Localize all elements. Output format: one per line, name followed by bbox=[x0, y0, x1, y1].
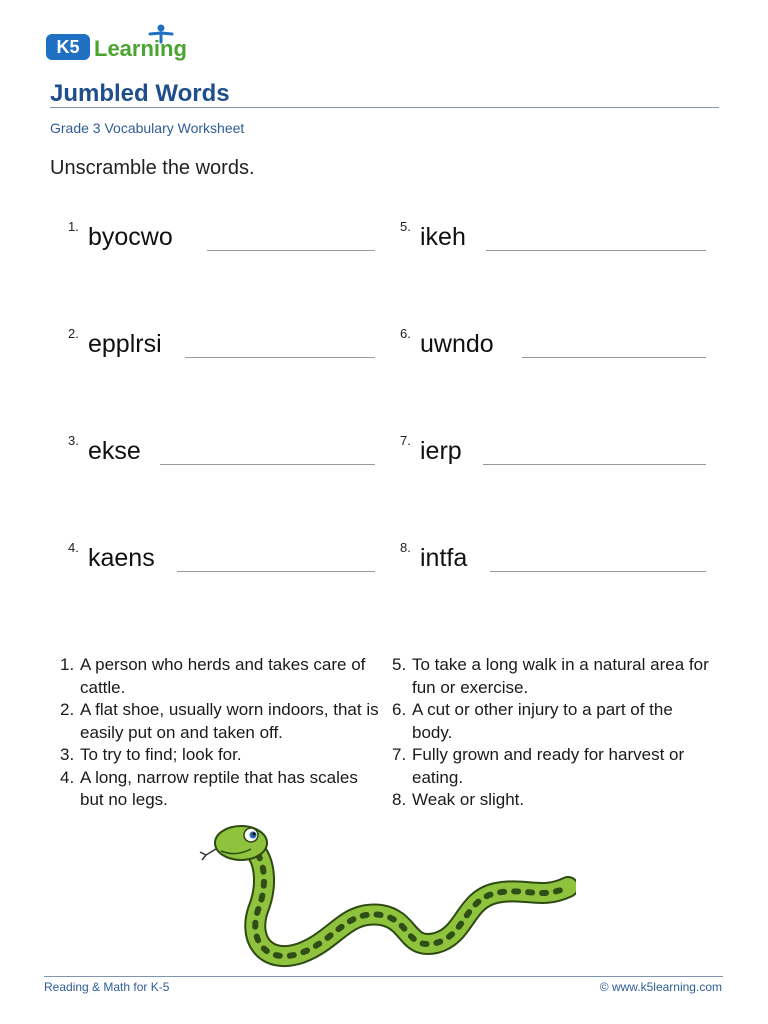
clue-text: To take a long walk in a natural area for fun or exercise. bbox=[412, 655, 709, 697]
jumbled-word: intfa bbox=[420, 544, 468, 572]
word-number: 4. bbox=[68, 540, 79, 555]
word-item-3 bbox=[68, 433, 378, 473]
clue-4 bbox=[50, 767, 380, 812]
clue-text: A person who herds and takes care of cattle. bbox=[80, 655, 366, 697]
clue-text: Fully grown and ready for harvest or eating. bbox=[412, 745, 685, 787]
answer-line-6[interactable] bbox=[522, 357, 706, 358]
clue-text: A flat shoe, usually worn indoors, that is easily put on and taken off. bbox=[80, 700, 379, 742]
clue-number: 1. bbox=[60, 655, 75, 674]
clue-number: 2. bbox=[60, 700, 75, 719]
clue-number: 3. bbox=[60, 745, 75, 764]
clue-text: To try to find; look for. bbox=[80, 745, 242, 764]
clue-number: 7. bbox=[392, 745, 407, 764]
clue-3 bbox=[50, 744, 380, 767]
clue-7 bbox=[382, 744, 712, 789]
instructions: Unscramble the words. bbox=[50, 157, 255, 179]
jumbled-word: epplrsi bbox=[88, 330, 162, 358]
logo-k5-text: K5 bbox=[56, 37, 80, 57]
word-number: 6. bbox=[400, 326, 411, 341]
jumbled-word: ierp bbox=[420, 437, 462, 465]
clue-5 bbox=[382, 654, 712, 699]
word-item-2 bbox=[68, 326, 378, 366]
answer-line-4[interactable] bbox=[177, 571, 375, 572]
clue-6 bbox=[382, 699, 712, 744]
clue-text: A cut or other injury to a part of the body. bbox=[412, 700, 673, 742]
word-item-6 bbox=[400, 326, 710, 366]
word-item-5 bbox=[400, 219, 710, 259]
page-subtitle: Grade 3 Vocabulary Worksheet bbox=[50, 120, 245, 136]
clue-number: 5. bbox=[392, 655, 407, 674]
jumbled-word: uwndo bbox=[420, 330, 494, 358]
answer-line-3[interactable] bbox=[160, 464, 375, 465]
clue-number: 8. bbox=[392, 790, 407, 809]
answer-line-5[interactable] bbox=[486, 250, 706, 251]
clues-column-1 bbox=[50, 654, 380, 812]
clues-column-2 bbox=[382, 654, 712, 812]
jumbled-word: ekse bbox=[88, 437, 141, 465]
footer-divider bbox=[44, 976, 723, 977]
clue-2 bbox=[50, 699, 380, 744]
jumbled-word: kaens bbox=[88, 544, 155, 572]
word-number: 3. bbox=[68, 433, 79, 448]
title-divider bbox=[50, 107, 719, 108]
word-item-8 bbox=[400, 540, 710, 580]
page-title: Jumbled Words bbox=[50, 80, 230, 107]
clue-text: Weak or slight. bbox=[412, 790, 525, 809]
word-item-4 bbox=[68, 540, 378, 580]
word-number: 7. bbox=[400, 433, 411, 448]
snake-icon bbox=[196, 815, 576, 973]
jumbled-word: ikeh bbox=[420, 223, 466, 251]
clue-number: 4. bbox=[60, 767, 75, 787]
footer-tagline: Reading & Math for K-5 bbox=[44, 980, 170, 994]
answer-line-1[interactable] bbox=[207, 250, 375, 251]
word-number: 2. bbox=[68, 326, 79, 341]
answer-line-7[interactable] bbox=[483, 464, 706, 465]
word-item-1 bbox=[68, 219, 378, 259]
word-number: 5. bbox=[400, 219, 411, 234]
k5-learning-logo bbox=[44, 22, 204, 66]
jumbled-word: byocwo bbox=[88, 223, 173, 251]
clue-number: 6. bbox=[392, 700, 407, 719]
logo-learning-text: Learning bbox=[94, 36, 187, 61]
clue-8 bbox=[382, 789, 712, 812]
word-item-7 bbox=[400, 433, 710, 473]
word-number: 8. bbox=[400, 540, 411, 555]
answer-line-2[interactable] bbox=[185, 357, 375, 358]
clue-text: A long, narrow reptile that has scales but no legs. bbox=[80, 767, 358, 809]
clue-1 bbox=[50, 654, 380, 699]
footer-website[interactable]: © www.k5learning.com bbox=[599, 980, 722, 994]
answer-line-8[interactable] bbox=[490, 571, 706, 572]
word-number: 1. bbox=[68, 219, 79, 234]
